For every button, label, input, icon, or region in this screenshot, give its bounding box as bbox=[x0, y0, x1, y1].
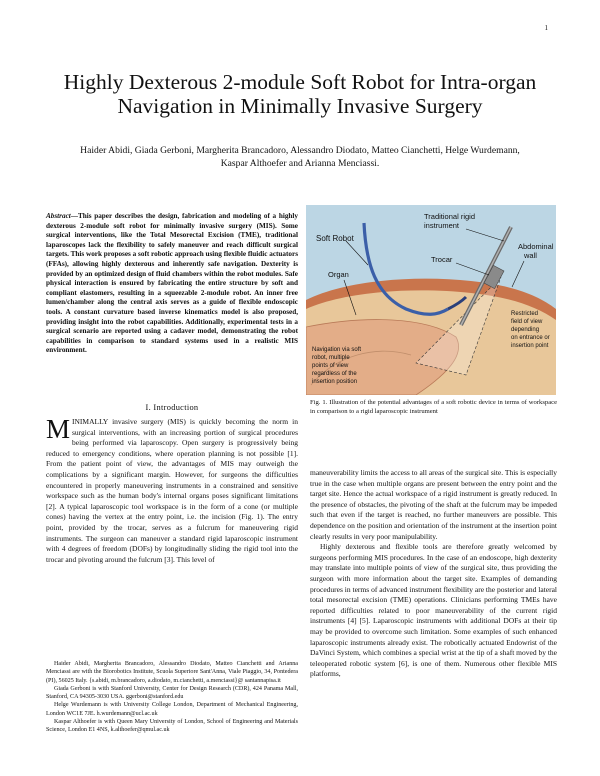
label-fov-5: insertion point bbox=[511, 343, 549, 349]
footnote: Helge Wurdemann is with University College London, Department of Mechanical Engineering, London WC1E 7JE. h.wurdemann@ucl.ac.uk bbox=[46, 702, 298, 717]
footnote: Kaspar Althoefer is with Queen Mary University of London, School of Engineering and Materials Science, London E1 4NS, k.althoefer@qmul.ac.uk bbox=[46, 719, 298, 734]
footnote: Giada Gerboni is with Stanford University, Center for Design Research (CDR), 424 Panama Mall, Stanford, CA 94305-3030 USA. ggerboni@stanford.edu bbox=[46, 685, 298, 701]
label-nav-4: regardless of the bbox=[312, 371, 357, 377]
abstract bbox=[46, 212, 298, 356]
label-fov-2: field of view bbox=[511, 319, 543, 325]
label-nav-2: robot, multiple bbox=[312, 355, 350, 361]
label-rigid-instrument-2: instrument bbox=[424, 221, 460, 230]
label-nav-1: Navigation via soft bbox=[312, 347, 362, 353]
authors-line-2: Kaspar Althoefer and Arianna Menciassi. bbox=[220, 158, 380, 169]
label-trocar: Trocar bbox=[431, 255, 453, 264]
abstract-lead: Abstract bbox=[46, 212, 71, 220]
paper-title: Highly Dexterous 2-module Soft Robot for Intra-organ Navigation in Minimally Invasive Surgery bbox=[63, 70, 537, 119]
label-organ: Organ bbox=[328, 270, 349, 279]
label-soft-robot: Soft Robot bbox=[316, 234, 354, 243]
paragraph: maneuverability limits the access to all areas of the surgical site. This is especially true in the case when multiple organs are present between the entry point and the target site. Hence the actual workspace of a rigid instrument is greatly reduced. In the presence of obstacles, the pivoting of the shaft at the fulcrum may be impeded such that even if the target is reached, no further maneuvers are possible. This dependence on the position and orientation of the instrument at the insertion point clearly results in very poor manipulability. bbox=[310, 468, 557, 541]
author-footnotes bbox=[46, 660, 298, 735]
right-column-text bbox=[310, 468, 557, 680]
abstract-body: —This paper describes the design, fabrication and modeling of a highly dexterous 2-module soft robot for minimally invasive surgery (MIS). Some surgical interventions, like the Total Mesorectal Excision (TME), traditional laparoscopes lack the flexibility to safely maneuver and reach difficult surgical targets. This work proposes a soft robotic approach using flexible fluidic actuators (FFAs), allowing highly dexterous and inherently safe navigation. Dexterity is provided by an optimized design of fluid chambers within the robot modules. Safe physical interaction is ensured by fabricating the entire structure by soft and compliant elastomers, resulting in a squeezable 2-module robot. An inner free lumen/chamber along the central axis serves as a guide of flexible endoscopic tools. A constant curvature based inverse kinematics model is also proposed, providing insight into the robot capabilities. Additionally, experimental tests in a surgical scenario are reported using a cadaver model, demonstrating the robot capabilities in comparison to standard systems used in a realistic MIS environment. bbox=[46, 212, 298, 355]
label-fov-3: depending bbox=[511, 327, 540, 333]
section-heading-introduction: I. Introduction bbox=[145, 403, 199, 412]
label-abdominal-1: Abdominal bbox=[518, 242, 554, 251]
label-nav-5: insertion position bbox=[312, 379, 358, 385]
label-rigid-instrument-1: Traditional rigid bbox=[424, 212, 475, 221]
label-fov-1: Restricted bbox=[511, 311, 539, 317]
author-list bbox=[60, 144, 540, 170]
drop-cap: M bbox=[46, 414, 71, 444]
footnote: Haider Abidi, Margherita Brancadoro, Alessandro Diodato, Matteo Cianchetti and Arianna Menciassi are with the Biorobotics Institute, Scuola Superiore Sant'Anna, Viale Piaggio, 34, Pontedera (PI), 56025 Italy. {s.abidi, m.brancadoro, a.diodato, m.cianchetti, a.menciassi}@ santannapisa.it bbox=[46, 661, 298, 684]
intro-first-word: INIMALLY bbox=[72, 417, 109, 426]
figure-1 bbox=[306, 205, 556, 395]
figure-1-caption: Fig. 1. Illustration of the potential advantages of a soft robotic device in terms of workspace in comparison to a rigid laparoscopic instrument bbox=[310, 399, 557, 415]
introduction-text bbox=[46, 414, 298, 565]
paragraph: Highly dexterous and flexible tools are therefore greatly welcomed by surgeons performing MIS procedures. In the case of an endoscope, high dexterity may translate into multiple points of view of the surgical site, thus providing the surgeon with more information about the target site. Examples of demanding procedures in terms of advanced instrument flexibility are the posterior and lateral total mesorectal excision (TME) operations. Clinicians performing TMEs have reported difficulties related to poor maneuverability of the current rigid instruments [4] [5]. Laparoscopic instruments with additional DOFs at their tip may be provided to overcome such limitation. Some examples of such enhanced laparoscopic instruments already exist. The robotically actuated Endowrist of the DaVinci System, which combines a special wrist at the tip of a shaft moved by the teleoperated robotic system [6], is one of them. Numerous other flexible MIS platforms, bbox=[310, 542, 557, 679]
intro-body: invasive surgery (MIS) is quickly becoming the norm in surgical interventions, with an increasing portion of surgical procedures being performed via laparoscopy. Open surgery is progressively being reduced to emergency conditions, where operation planning is not possible [1]. From the patient point of view, the advantages of MIS may outweigh the complications by a significant margin. However, for surgeons the difficulties encountered in properly maneuvering instruments in a constrained and sensitive workspace such as the human body's internal organs poses significant limitations [2]. A typical laparoscopic tool workspace is in the form of a cone (or multiple cones) having the vertex at the entry point, i.e. the incision (Fig. 1). The entry point, provided by the trocar, serves as a fulcrum for maneuvering rigid instruments. The surgeon can maneuver a standard rigid laparoscopic instrument with 4 degrees of freedom (DOFs) by longitudinally sliding the rigid tool into the trocar and pivoting around the fulcrum [3]. This level of bbox=[46, 417, 298, 564]
label-fov-4: on entrance or bbox=[511, 335, 550, 341]
figure-1-illustration bbox=[306, 205, 556, 395]
page-number: 1 bbox=[544, 24, 548, 32]
label-nav-3: points of view bbox=[312, 363, 349, 369]
label-abdominal-2: wall bbox=[524, 251, 537, 260]
authors-line-1: Haider Abidi, Giada Gerboni, Margherita Brancadoro, Alessandro Diodato, Matteo Cianchetti, Helge Wurdemann, bbox=[80, 145, 520, 156]
